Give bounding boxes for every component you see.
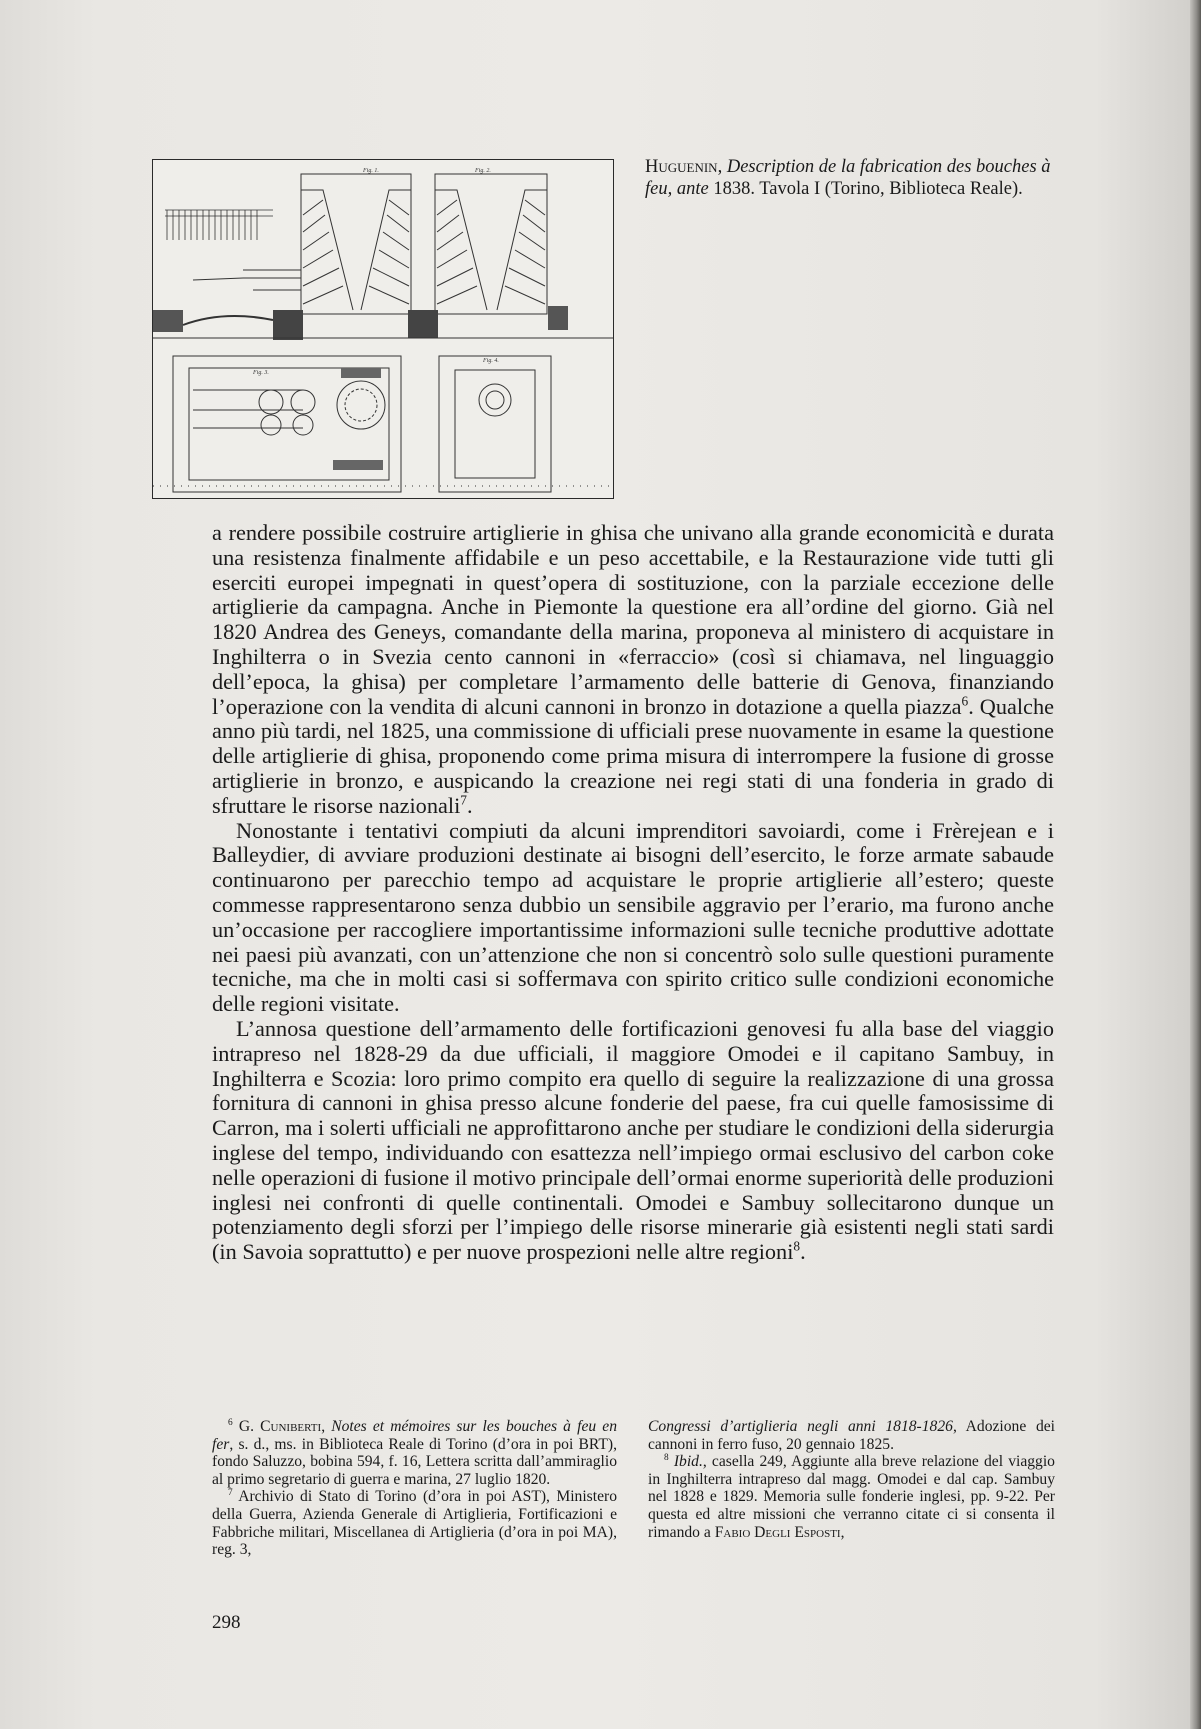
footnote-7-end: , Adozione dei cannoni in ferro fuso, 20 gennaio 1825. [648,1418,1055,1453]
footnote-6-author: G. Cuniberti [238,1418,322,1435]
footnote-8 [648,1453,1055,1541]
footnote-8-text: , casella 249, Aggiunte alla breve relazione del viaggio in Inghilterra intrapreso dal magg. Omodei e dal cap. Sambuy nel 1828 e 1829. Memoria sulle fonderie inglesi, pp. 9-22. Per questa ed altre missioni che verranno citate ci si consenta il rimando a [648,1453,1055,1541]
fig-label-2: Fig. 2. [475,168,491,174]
footnote-6-number: 6 [228,1417,233,1428]
paragraph-1-text-b: . Qualche anno più tardi, nel 1825, una commissione di ufficiali prese nuovamente in esame la questione delle artiglierie di ghisa, proponendo come prima misura di interrompere la fusione di grosse artiglierie in bronzo, e auspicando la creazione nei regi stati di una fonderia in grado di sfruttare le risorse nazionali [212,693,1054,818]
page-edge [1190,0,1201,1729]
caption-author: Huguenin [645,157,718,177]
paragraph-3-text: L’annosa questione dell’armamento delle fortificazioni genovesi fu alla base del viaggio intrapreso nel 1828-29 da due ufficiali, il maggiore Omodei e il capitano Sambuy, in Inghilterra e Scozia: loro primo compito era quello di seguire la realizzazione di una grossa fornitura di cannoni in ghisa presso alcune fonderie del paese, fra cui quelle famosissime di Carron, ma i solerti ufficiali ne approfittarono anche per studiare le condizioni della siderurgia inglese del tempo, individuando con esattezza nell’impiego ormai esclusivo del carbon coke nelle operazioni di fusione il motivo principale dell’ormai enorme superiorità delle produzioni inglesi nei confronti di quelle continentali. Omodei e Sambuy sollecitarono dunque un potenziamento degli sforzi per l’impiego delle risorse minerarie già esistenti negli stati sardi (in Savoia soprattutto) e per nuove prospezioni nelle altre regioni [212,1015,1054,1265]
footnote-6: $^6$ G. Cuniberti, Notes et mémoires sur les bouches à feu en fer, s. d., ms. in Biblioteca Reale di Torino (d’ora in poi BRT), fondo Saluzzo, bobina 594, f. 16, Lettera scritta dall’ammiraglio al primo segretario di guerra e marina, 27 luglio 1820. [212,1417,618,1488]
page-number: 298 [212,1612,241,1633]
footnote-8-end: , [840,1523,845,1541]
footnote-7 [212,1488,617,1558]
footnote-6-title: Notes et mémoires sur les bouches à feu en fer [212,1418,618,1453]
ground-section [153,306,613,340]
footnote-7-text: Archivio di Stato di Torino (d’ora in poi AST), Ministero della Guerra, Azienda Generale di Artiglieria, Fortificazioni e Fabbriche militari, Miscellanea di Artiglieria (d’ora in poi MA), reg. 3, [212,1488,617,1559]
footnote-6-text: , s. d., ms. in Biblioteca Reale di Torino (d’ora in poi BRT), fondo Saluzzo, bobina 594, f. 16, Lettera scritta dall’ammiraglio al primo segretario di guerra e marina, 27 luglio 1820. [212,1435,617,1488]
plan-view [173,356,551,492]
paragraph-3-end: . [800,1239,806,1265]
figure-caption: Huguenin, Description de la fabrication des bouches à feu, ante 1838. Tavola I (Torino, Biblioteca Reale). [645,157,1051,199]
footnote-7-number: 7 [228,1488,233,1499]
footnote-7-continued [648,1418,1055,1453]
caption-title: Description de la fabrication des bouches à feu, ante [645,157,1051,199]
fig-label-3: Fig. 3. [253,370,269,376]
paragraph-3 [212,1017,1054,1265]
furnace-drawing [153,160,613,498]
footnote-8-author: Fabio Degli Esposti [714,1523,841,1541]
note-ref-7: 7 [460,792,467,808]
paragraph-1-text: a rendere possibile costruire artiglierie in ghisa che univano alla grande economicità e durata una resistenza finalmente affidabile e un peso accettabile, e la Restaurazione vide tutti gli eserciti europei impegnati in quest’opera di sostituzione, con la parziale eccezione delle artiglierie da campagna. Anche in Piemonte la questione era all’ordine del giorno. Già nel 1820 Andrea des Geneys, comandante della marina, proponeva al ministero di acquistare in Inghilterra o in Svezia cento cannoni in «ferraccio» (così si chiamava, nel linguaggio dell’epoca, la ghisa) per completare l’armamento delle batterie di Genova, finanziando l’operazione con la vendita di alcuni cannoni in bronzo in dotazione a quella piazza [212,520,1054,719]
paragraph-2: Nonostante i tentativi compiuti da alcuni imprenditori savoiardi, come i Frèrejean e i Balleydier, di avviare produzioni destinate ai bisogni dell’esercito, le forze armate sabaude continuarono per parecchio tempo ad acquistare le proprie artiglierie all’estero; queste commesse rappresentarono senza dubbio un sensibile aggravio per l’erario, ma furono anche un’occasione per raccogliere importantissime informazioni sulle tecniche produttive adottate nei paesi più avanzati, con un’attenzione che non si concentrò solo sulle questioni puramente tecniche, ma che in molti casi si soffermava con spirito critico sulle condizioni economiche delle regioni visitate. [212,817,1054,1017]
footnote-7-title: Congressi d’artiglieria negli anni 1818-1826 [648,1418,953,1435]
footnote-8-ibid: Ibid. [673,1453,703,1471]
note-ref-6: 6 [961,693,969,709]
main-text [212,521,1054,1265]
furnace-section-1 [193,174,411,314]
footnotes-right [648,1418,1055,1541]
furnace-section-2 [435,174,547,314]
paragraph-1-text-c: . [466,792,473,818]
note-ref-8: 8 [793,1238,801,1254]
figure-engraving [152,159,614,499]
footnotes-left [212,1418,617,1559]
caption-rest: 1838. Tavola I (Torino, Biblioteca Reale). [713,179,1023,199]
fig-label-4: Fig. 4. [483,358,499,364]
grating [165,210,273,240]
fig-label-1: Fig. 1. [363,168,379,174]
footnote-8-number: 8 [664,1453,669,1463]
paragraph-1 [212,521,1054,819]
